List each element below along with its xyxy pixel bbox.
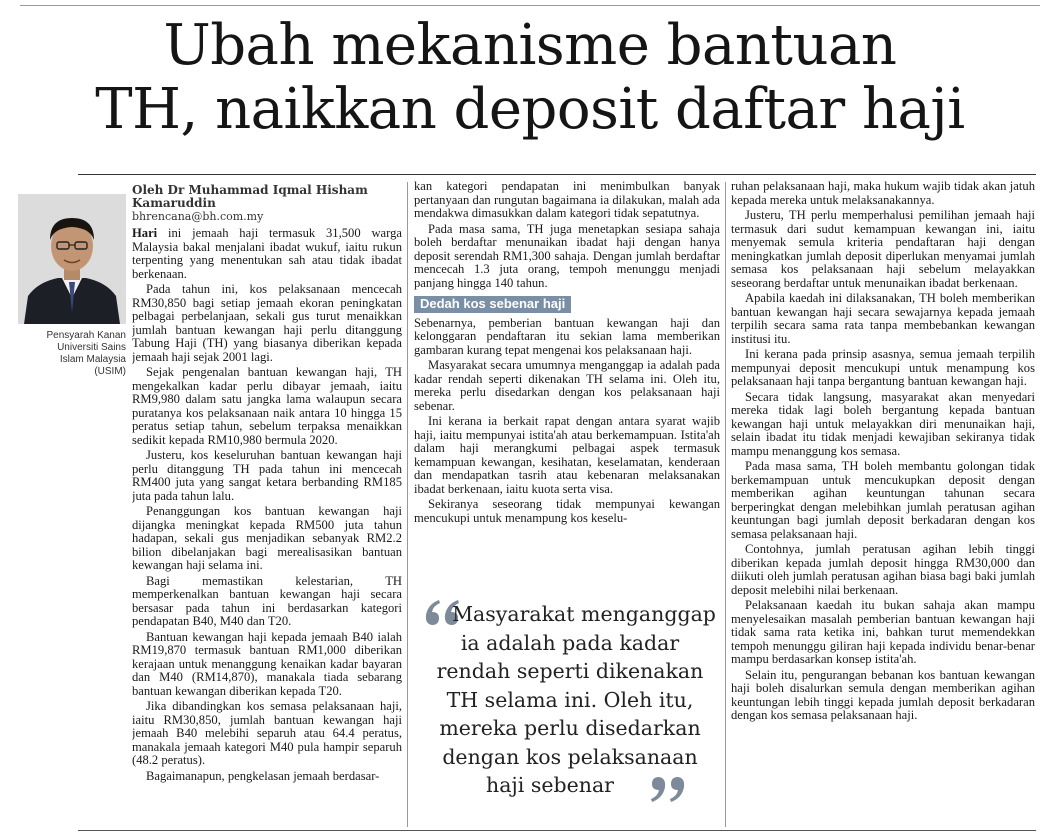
headline-line-2: TH, naikkan deposit daftar haji <box>95 77 965 142</box>
paragraph: Sejak pengenalan bantuan kewangan haji, TH mengekalkan kadar perlu dibayar jemaah, iaitu RM9,980 dalam satu jangka lama walaupun secara puratanya kos pelaksanaan naik antara 10 hingga 15 peratus setiap tahun, sebelum terpaksa menaikkan sedikit kepada RM10,980 bermula 2020. <box>132 365 402 447</box>
byline-name-line-2: Kamaruddin <box>132 196 216 210</box>
paragraph: Jika dibandingkan kos semasa pelaksanaan haji, iaitu RM30,850, jumlah bantuan kewangan haji jemaah B40 melebihi separuh atau 64.4 peratus, manakala jemaah kategori M40 pula hampir separuh (48.2 peratus). <box>132 699 402 767</box>
pull-quote-line: haji sebenar <box>486 773 614 797</box>
paragraph: Bantuan kewangan haji kepada jemaah B40 ialah RM19,870 termasuk bantuan RM1,000 diberikan kerajaan untuk menanggung kenaikan kadar bayaran dan M40 (RM14,870), manakala tiada sebarang bantuan kewangan diberikan kepada T20. <box>132 629 402 698</box>
paragraph: Ini kerana ia berkait rapat dengan antara syarat wajib haji, iaitu mempunyai istita'ah atau berkemampuan. Istita'ah dalam haji merangkumi pelbagai aspek termasuk kemampuan kewangan, kesihatan, keselamatan, kenderaan dan mendapatkan tasrih atau kebenaran melaksanakan ibadat berkenaan, iaitu kuota serta visa. <box>414 414 720 496</box>
pull-quote-line: TH selama ini. Oleh itu, <box>446 687 694 712</box>
column-divider <box>725 182 726 827</box>
pull-quote-line: mereka perlu disedarkan <box>439 716 701 740</box>
paragraph: Masyarakat secara umumnya menganggap ia adalah pada kadar rendah seperti dikenakan TH selama ini. Oleh itu, mereka perlu disedarkan dengan kos pelaksanaan haji sebenar. <box>414 358 720 413</box>
author-caption <box>12 330 126 378</box>
pull-quote-line: dengan kos pelaksanaan <box>442 744 698 769</box>
close-quote-icon <box>648 774 688 804</box>
article-column-2 <box>414 180 720 576</box>
pull-quote-line: Masyarakat menganggap <box>452 602 716 626</box>
author-photo <box>18 194 126 324</box>
paragraph: ruhan pelaksanaan haji, maka hukum wajib tidak akan jatuh kepada mereka untuk melaksanakannya. <box>731 180 1035 207</box>
pull-quote <box>420 592 720 817</box>
article-bottom-border <box>78 830 1036 831</box>
paragraph: Pelaksanaan kaedah itu bukan sahaja akan mampu menyelesaikan masalah pemberian bantuan kewangan haji tidak sama rata ketika ini, bahkan turut memendekkan tempoh menunggu giliran haji kepada individu benar-benar mampu berdasarkan konsep istita'ah. <box>731 598 1035 666</box>
subheading: Dedah kos sebenar haji <box>414 296 571 313</box>
paragraph: Pada masa sama, TH juga menetapkan sesiapa sahaja boleh berdaftar menunaikan ibadat haji dengan hanya deposit serendah RM1,300 sahaja. Dengan jumlah berdaftar mencecah 1.3 juta orang, tempoh menunggu menjadi panjang hingga 140 tahun. <box>414 221 720 290</box>
paragraph: Penanggungan kos bantuan kewangan haji dijangka meningkat kepada RM500 juta tahun hadapan, sekali gus menjadikan sebanyak RM2.2 bilion dibelanjakan bagi merealisasikan bantuan kewangan haji selama ini. <box>132 504 402 572</box>
paragraph: Secara tidak langsung, masyarakat akan menyedari mereka tidak lagi boleh bergantung kepada bantuan kewangan haji untuk melayakkan diri menunaikan haji, selain ibadat itu tidak menjadi kewajiban sekiranya tidak mampu menanggung kos semasa. <box>731 389 1035 458</box>
pull-quote-line: ia adalah pada kadar <box>460 630 680 655</box>
headline-line-1: Ubah mekanisme bantuan <box>163 13 897 78</box>
article-column-1 <box>132 184 402 814</box>
paragraph: Justeru, TH perlu memperhalusi pemilihan jemaah haji termasuk dari sudut kemampuan kewangan ini, iaitu menyemak semula kriteria pendaftaran haji dengan meningkatkan jumlah deposit diperlukan menyamai jumlah semasa kos pelaksanaan haji sebelum melayakkan seseorang berdaftar untuk menunaikan ibadat berkenaan. <box>731 208 1035 290</box>
paragraph: Sekiranya seseorang tidak mempunyai kewangan mencukupi untuk menampung kos keselu- <box>414 497 720 525</box>
paragraph: kan kategori pendapatan ini menimbulkan banyak pertanyaan dan rungutan bagaimana ia dilakukan, malah ada mendakwa dimasukkan dalam kategori tidak sepatutnya. <box>414 180 720 220</box>
paragraph: Contohnya, jumlah peratusan agihan lebih tinggi diberikan kepada jumlah deposit hingga RM30,000 dan diikuti oleh jumlah peratusan agihan biasa bagi baki jumlah deposit melebihi nilai berkenaan. <box>731 542 1035 597</box>
lead-text: ini jemaah haji termasuk 31,500 warga Malaysia bakal menjalani ibadat wukuf, iaitu rukun terpenting yang menentukan sah atau tidak ibadat berkenaan. <box>132 226 402 281</box>
top-rule <box>20 5 1040 6</box>
byline <box>132 184 402 210</box>
lead-paragraph <box>132 227 402 281</box>
pull-quote-line: rendah seperti dikenakan <box>436 659 704 683</box>
paragraph: Pada tahun ini, kos pelaksanaan mencecah RM30,850 bagi setiap jemaah ekoran peningkatan pelbagai perbelanjaan, sekali gus turut menaikkan jumlah bantuan kewangan haji perlu ditanggung Tabung Haji (TH) yang biasanya diberikan kepada jemaah haji sejak 2001 lagi. <box>132 282 402 364</box>
lead-word: Hari <box>132 226 158 240</box>
headline <box>20 14 1040 142</box>
pull-quote-text <box>420 600 720 800</box>
column-divider <box>407 182 408 827</box>
paragraph: Apabila kaedah ini dilaksanakan, TH boleh memberikan bantuan kewangan haji secara sewajarnya kepada jemaah terpilih secara sama rata tanpa membebankan kewangan institusi itu. <box>731 291 1035 346</box>
caption-line: Universiti Sains <box>57 342 126 353</box>
paragraph: Ini kerana pada prinsip asasnya, semua jemaah terpilih mempunyai deposit mencukupi untuk menampung kos pelaksanaan haji tanpa bergantung bantuan kewangan haji. <box>731 347 1035 388</box>
author-portrait-illustration <box>18 194 126 324</box>
paragraph: Bagaimanapun, pengkelasan jemaah berdasar- <box>146 768 380 783</box>
article-top-border <box>78 174 1036 175</box>
paragraph: Justeru, kos keseluruhan bantuan kewangan haji perlu ditanggung TH pada tahun ini mencecah RM400 juta yang sangat ketara berbanding RM185 juta pada tahun lalu. <box>132 448 402 503</box>
byline-name-line-1: Oleh Dr Muhammad Iqmal Hisham <box>132 184 368 197</box>
paragraph: Pada masa sama, TH boleh membantu golongan tidak berkemampuan untuk mencukupkan deposit dengan memberikan agihan keuntungan tahunan secara berperingkat dengan melebihkan jumlah peratusan agihan keuntungan bagi jumlah deposit berkadaran dengan kos semasa pelaksanaan haji. <box>731 459 1035 541</box>
article-column-3 <box>731 180 1035 820</box>
caption-line: Islam Malaysia <box>59 354 126 365</box>
caption-line: Pensyarah Kanan <box>46 330 126 341</box>
paragraph: Sebenarnya, pemberian bantuan kewangan haji dan kelonggaran pendaftaran itu sekian lama memberikan gambaran kurang tepat mengenai kos pelaksanaan haji. <box>414 315 720 357</box>
paragraph: Bagi memastikan kelestarian, TH memperkenalkan bantuan kewangan haji secara bersasar pada tahun ini berdasarkan kategori pendapatan B40, M40 dan T20. <box>132 573 402 628</box>
caption-line: (USIM) <box>94 366 126 377</box>
paragraph: Selain itu, pengurangan bebanan kos bantuan kewangan haji boleh disalurkan semula dengan memberikan agihan keuntungan lebih tinggi kepada jumlah deposit berkadaran dengan kos semasa pelaksanaan haji. <box>731 667 1035 722</box>
author-email: bhrencana@bh.com.my <box>132 210 264 223</box>
